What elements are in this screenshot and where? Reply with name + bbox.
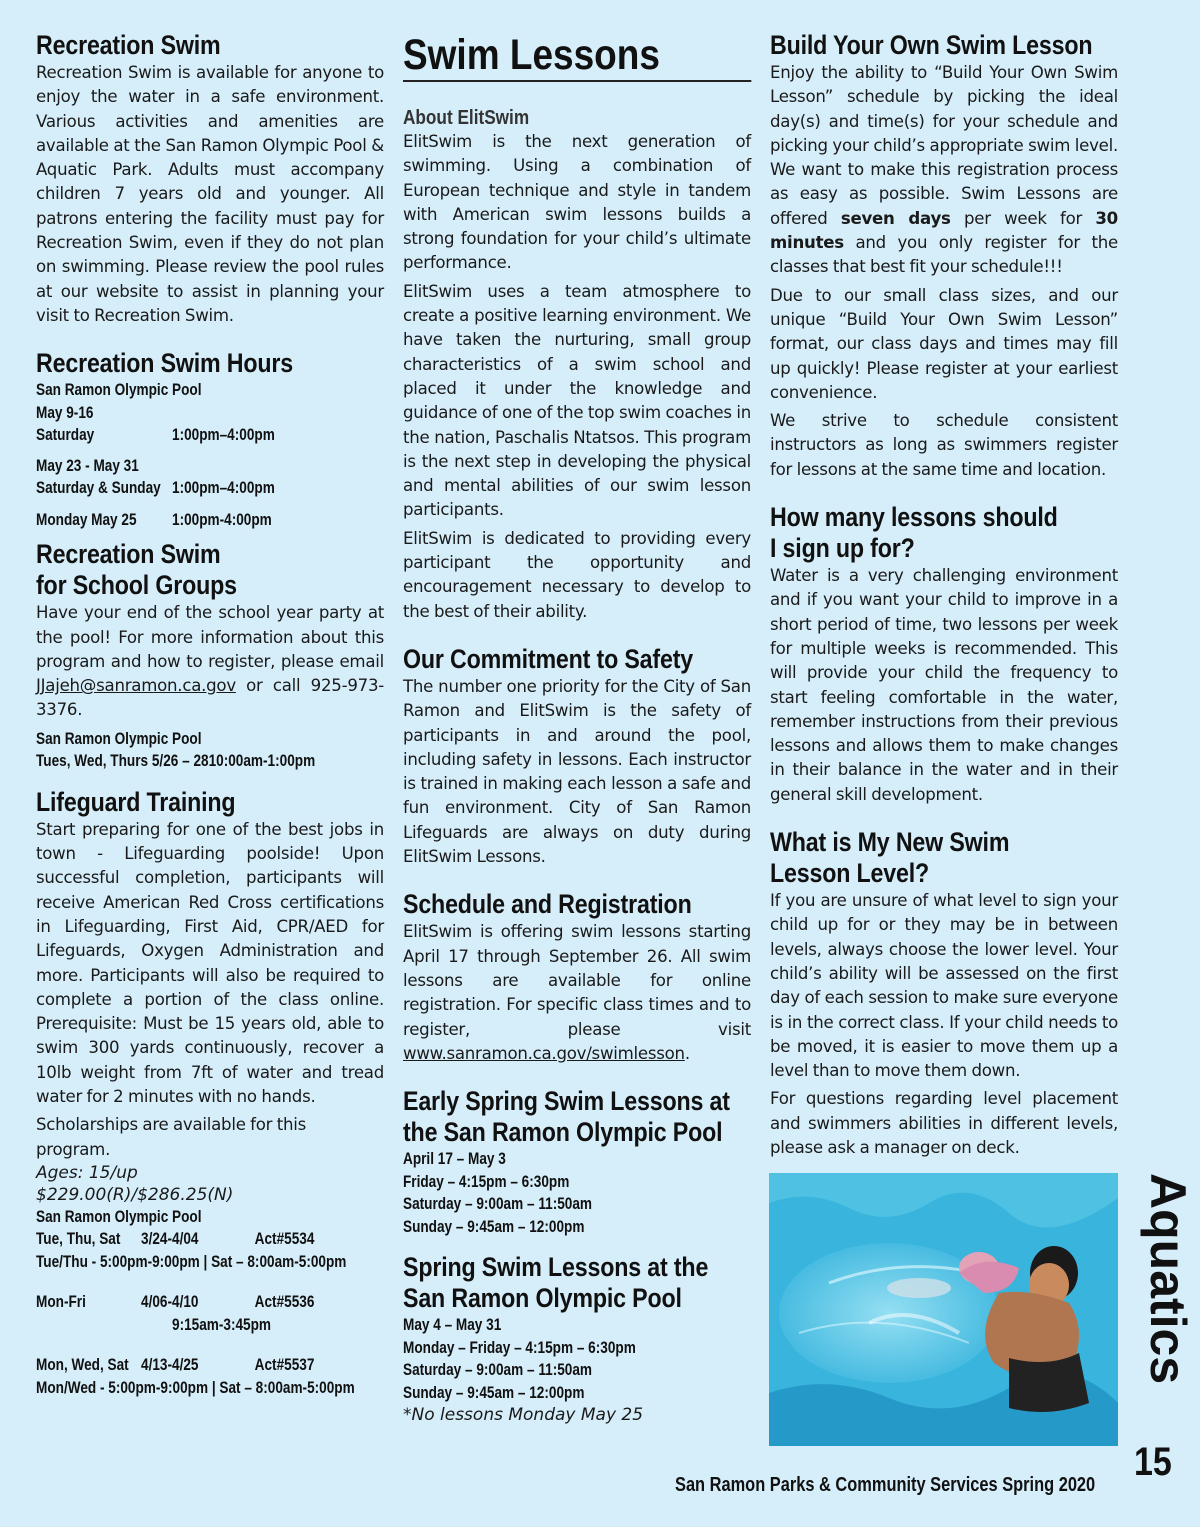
schedule-body: ElitSwim is offering swim lessons starting April 17 through September 26. All swim lessons are available for online registration. For specific class times and to register, please visit www.sanramon.ca.gov/swimlesson. (403, 922, 751, 1063)
hours-day-2: Saturday & Sunday (36, 478, 161, 498)
school-email-link[interactable]: JJajeh@sanramon.ca.gov (36, 676, 236, 696)
session-2-dates: 4/06-4/10 (141, 1292, 199, 1312)
footer-text: San Ramon Parks & Community Services Spring 2020 (675, 1474, 1096, 1496)
byo-paragraph-1: Enjoy the ability to “Build Your Own Swim Lesson” schedule by picking the ideal day(s) and time(s) for your schedule and picking your child’s appropriate swim level. We want to make this registration process as easy as possible. Swim Lessons are offered seven days per week for 30 minutes and you only register for the classes that best fit your schedule!!! (770, 63, 1118, 277)
session-3-detail: Mon/Wed - 5:00pm-9:00pm | Sat – 8:00am-5:00pm (36, 1377, 355, 1397)
hours-pool: San Ramon Olympic Pool (36, 380, 202, 400)
early-dates: April 17 – May 3 (403, 1149, 506, 1169)
lifeguard-scholarship: Scholarships are available for this program. (36, 1115, 307, 1159)
about-paragraph-1: ElitSwim is the next generation of swimming. Using a combination of European technique and style in tandem with American swim lessons builds a strong foundation for your child’s ultimate performance. (403, 132, 751, 273)
about-paragraph-2: ElitSwim uses a team atmosphere to create a positive learning environment. We have taken the nurturing, small group characteristics of a swim school and placed it under the knowledge and guidance of one of the top swim coaches in the nation, Paschalis Ntatsos. This program is the next step in developing the physical and mental abilities of our swim lesson participants. (403, 281, 751, 520)
school-row (36, 750, 314, 773)
session-2-row (36, 1291, 314, 1314)
hours-dates-1: May 9-16 (36, 402, 94, 422)
lifeguard-body: Start preparing for one of the best jobs in town - Lifeguarding poolside! Upon successful completion, participants will receive American Red Cross certifications in Lifeguarding, First Aid, CPR/AED for Lifeguards, Oxygen Administration and more. Participants will also be required to complete a portion of the class online. Prerequisite: Must be 15 years old, able to swim 300 yards continuously, recover a 10lb weight from 7ft of water and tread water for 2 minutes with no hands. (36, 819, 384, 1107)
hours-row-1 (36, 424, 314, 447)
school-groups-heading-2: for School Groups (36, 570, 237, 601)
lifeguard-ages: Ages: 15/up (36, 1162, 138, 1183)
safety-heading: Our Commitment to Safety (403, 643, 694, 674)
about-paragraph-3: ElitSwim is dedicated to providing every participant the opportunity and encouragement necessary to develop to the best of their ability. (403, 528, 751, 621)
hours-time-1: 1:00pm–4:00pm (172, 425, 275, 445)
school-time: 10:00am-1:00pm (208, 751, 316, 771)
session-1-detail: Tue/Thu - 5:00pm-9:00pm | Sat – 8:00am-5:00pm (36, 1251, 347, 1271)
session-2-time: 9:15am-3:45pm (172, 1314, 272, 1334)
session-1-dates: 3/24-4/04 (141, 1229, 199, 1249)
swimlesson-link[interactable]: www.sanramon.ca.gov/swimlesson (403, 1043, 685, 1063)
early-line-2: Saturday – 9:00am – 11:50am (403, 1194, 593, 1214)
how-many-heading-1: How many lessons should (770, 502, 1058, 533)
session-3-dates: 4/13-4/25 (141, 1355, 199, 1375)
recreation-swim-body: Recreation Swim is available for anyone to enjoy the water in a safe environment. Various activities and amenities are available at the San Ramon Olympic Pool & Aquatic Park. Adults must accompany children 7 years old and younger. All patrons entering the facility must pay for Recreation Swim, even if they do not plan on swimming. Please review the pool rules at our website to assist in planning your visit to Recreation Swim. (36, 63, 384, 325)
spring-line-2: Saturday – 9:00am – 11:50am (403, 1360, 593, 1380)
spring-heading-1: Spring Swim Lessons at the (403, 1252, 709, 1283)
how-many-heading-2: I sign up for? (770, 533, 915, 564)
build-your-own-heading: Build Your Own Swim Lesson (770, 30, 1093, 60)
how-many-body: Water is a very challenging environment and if you want your child to improve in a short period of time, two lessons per week for multiple weeks is recommended. This will provide your child the frequency to start feeling comfortable in the water, remember instructions from their previous lessons and allows them to make changes in their balance in the water and in their general skill development. (770, 566, 1118, 804)
schedule-heading: Schedule and Registration (403, 889, 692, 920)
level-paragraph-1: If you are unsure of what level to sign your child up for or they may be in between levels, always choose the lower level. Your child’s ability will be assessed on the first day of each session to make sure everyone is in the correct class. If your child needs to be moved, it is easier to move them up a level than to move them down. (770, 891, 1118, 1081)
recreation-swim-heading: Recreation Swim (36, 30, 221, 60)
column-right (770, 30, 1118, 1160)
session-3-days: Mon, Wed, Sat (36, 1355, 129, 1375)
recreation-hours-heading: Recreation Swim Hours (36, 348, 294, 379)
hours-dates-2: May 23 - May 31 (36, 455, 139, 475)
swim-photo-illustration (769, 1173, 1118, 1446)
school-pool: San Ramon Olympic Pool (36, 728, 202, 748)
school-days: Tues, Wed, Thurs 5/26 – 28 (36, 751, 209, 771)
school-groups-heading-1: Recreation Swim (36, 539, 221, 570)
early-spring-heading-1: Early Spring Swim Lessons at (403, 1086, 730, 1117)
session-2-days: Mon-Fri (36, 1292, 86, 1312)
spring-line-1: Monday – Friday – 4:15pm – 6:30pm (403, 1337, 636, 1357)
hours-row-3 (36, 509, 314, 532)
byo-paragraph-2: Due to our small class sizes, and our unique “Build Your Own Swim Lesson” format, our class days and times may fill up quickly! Please register at your earliest convenience. (770, 285, 1118, 402)
aquatics-label: Aquatics (1140, 1173, 1196, 1385)
session-3-act: Act#5537 (254, 1355, 315, 1375)
aquatics-side-tab (1132, 1168, 1196, 1385)
session-1-act: Act#5534 (254, 1229, 315, 1249)
lifeguard-price: $229.00(R)/$286.25(N) (36, 1184, 234, 1205)
level-heading-1: What is My New Swim (770, 827, 1010, 858)
spring-heading-2: San Ramon Olympic Pool (403, 1283, 682, 1314)
session-1-row (36, 1228, 314, 1251)
session-2-act: Act#5536 (254, 1292, 315, 1312)
level-paragraph-2: For questions regarding level placement and swimmers abilities in different levels, please ask a manager on deck. (770, 1089, 1118, 1157)
session-3-row (36, 1354, 314, 1377)
about-elitswim-heading: About ElitSwim (403, 107, 530, 129)
byo-paragraph-3: We strive to schedule consistent instructors as long as swimmers register for lessons at the same time and location. (770, 411, 1118, 479)
spring-note: *No lessons Monday May 25 (403, 1405, 644, 1426)
hours-row-2 (36, 477, 314, 500)
column-left (36, 30, 384, 1399)
lifeguard-pool: San Ramon Olympic Pool (36, 1206, 202, 1226)
spring-dates: May 4 – May 31 (403, 1315, 502, 1335)
early-line-3: Sunday – 9:45am – 12:00pm (403, 1216, 585, 1236)
swim-lesson-photo (769, 1173, 1118, 1446)
hours-day-3: Monday May 25 (36, 509, 137, 529)
early-spring-heading-2: the San Ramon Olympic Pool (403, 1117, 723, 1148)
safety-body: The number one priority for the City of San Ramon and ElitSwim is the safety of participants in and around the pool, including safety in lessons. Each instructor is trained in making each lesson a safe and fun environment. City of San Ramon Lifeguards are always on duty during ElitSwim Lessons. (403, 676, 751, 867)
spring-line-3: Sunday – 9:45am – 12:00pm (403, 1382, 585, 1402)
hours-day-1: Saturday (36, 425, 95, 445)
lifeguard-heading: Lifeguard Training (36, 786, 236, 817)
page-number: 15 (1134, 1440, 1172, 1484)
hours-time-3: 1:00pm-4:00pm (172, 509, 272, 529)
hours-time-2: 1:00pm–4:00pm (172, 478, 275, 498)
session-1-days: Tue, Thu, Sat (36, 1229, 121, 1249)
column-middle (403, 30, 751, 1426)
school-groups-body: Have your end of the school year party at the pool! For more information about this program and how to register, please email JJajeh@sanramon.ca.gov or call 925-973-3376. (36, 603, 384, 720)
early-line-1: Friday – 4:15pm – 6:30pm (403, 1171, 570, 1191)
level-heading-2: Lesson Level? (770, 858, 930, 889)
swim-lessons-title: Swim Lessons (403, 30, 751, 82)
